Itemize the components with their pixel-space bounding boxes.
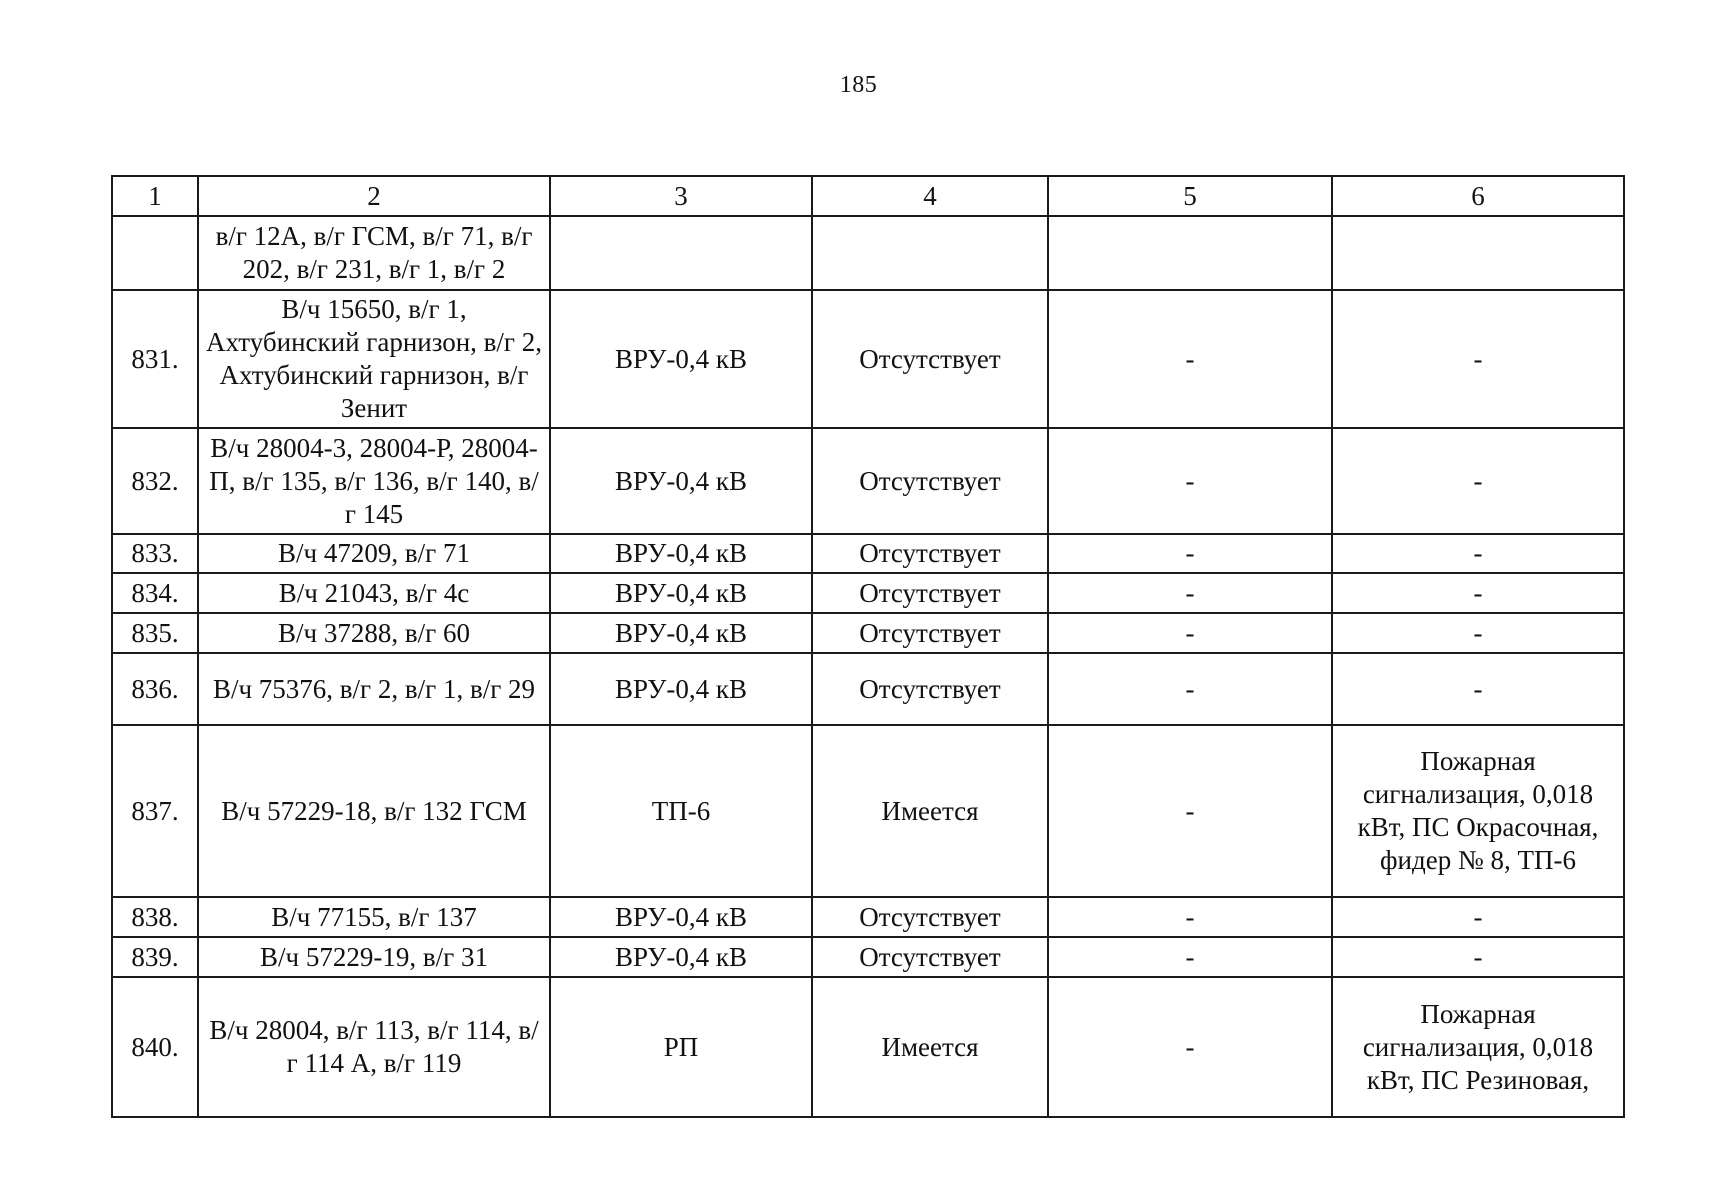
table-row xyxy=(112,725,1624,897)
table-row xyxy=(112,653,1624,725)
col5-cell: - xyxy=(1048,653,1332,725)
equipment-cell: ВРУ-0,4 кВ xyxy=(550,937,812,977)
col5-cell: - xyxy=(1048,897,1332,937)
equipment-cell xyxy=(550,216,812,290)
availability-cell: Отсутствует xyxy=(812,534,1048,573)
availability-cell: Отсутствует xyxy=(812,573,1048,613)
object-cell: В/ч 47209, в/г 71 xyxy=(198,534,550,573)
availability-cell: Отсутствует xyxy=(812,290,1048,428)
object-cell: В/ч 28004, в/г 113, в/г 114, в/г 114 А, в/г 119 xyxy=(198,977,550,1117)
equipment-cell: ВРУ-0,4 кВ xyxy=(550,613,812,653)
object-cell: В/ч 57229-18, в/г 132 ГСМ xyxy=(198,725,550,897)
column-header: 6 xyxy=(1332,176,1624,216)
object-cell: В/ч 37288, в/г 60 xyxy=(198,613,550,653)
table-row xyxy=(112,897,1624,937)
availability-cell: Отсутствует xyxy=(812,937,1048,977)
col6-cell: - xyxy=(1332,290,1624,428)
equipment-cell: ВРУ-0,4 кВ xyxy=(550,428,812,534)
table-row xyxy=(112,977,1624,1117)
col6-cell: - xyxy=(1332,534,1624,573)
col5-cell: - xyxy=(1048,725,1332,897)
column-header: 2 xyxy=(198,176,550,216)
col5-cell: - xyxy=(1048,573,1332,613)
col5-cell: - xyxy=(1048,977,1332,1117)
table-row xyxy=(112,937,1624,977)
row-number-cell: 835. xyxy=(112,613,198,653)
data-table xyxy=(111,175,1625,1118)
row-number-cell: 833. xyxy=(112,534,198,573)
col5-cell xyxy=(1048,216,1332,290)
equipment-cell: ВРУ-0,4 кВ xyxy=(550,573,812,613)
column-header: 3 xyxy=(550,176,812,216)
object-cell: В/ч 28004-3, 28004-Р, 28004-П, в/г 135, в/г 136, в/г 140, в/г 145 xyxy=(198,428,550,534)
equipment-cell: ВРУ-0,4 кВ xyxy=(550,290,812,428)
table-row xyxy=(112,573,1624,613)
row-number-cell: 836. xyxy=(112,653,198,725)
table-row xyxy=(112,534,1624,573)
col5-cell: - xyxy=(1048,534,1332,573)
row-number-cell: 832. xyxy=(112,428,198,534)
equipment-cell: ВРУ-0,4 кВ xyxy=(550,653,812,725)
object-cell: в/г 12А, в/г ГСМ, в/г 71, в/г 202, в/г 231, в/г 1, в/г 2 xyxy=(198,216,550,290)
equipment-cell: ВРУ-0,4 кВ xyxy=(550,897,812,937)
row-number-cell: 837. xyxy=(112,725,198,897)
table-header-row xyxy=(112,176,1624,216)
col6-cell: - xyxy=(1332,897,1624,937)
col5-cell: - xyxy=(1048,937,1332,977)
row-number-cell: 840. xyxy=(112,977,198,1117)
equipment-cell: ТП-6 xyxy=(550,725,812,897)
table-row xyxy=(112,290,1624,428)
col5-cell: - xyxy=(1048,428,1332,534)
column-header: 1 xyxy=(112,176,198,216)
availability-cell xyxy=(812,216,1048,290)
table-row xyxy=(112,428,1624,534)
object-cell: В/ч 75376, в/г 2, в/г 1, в/г 29 xyxy=(198,653,550,725)
page-number: 185 xyxy=(839,72,878,98)
col6-cell: - xyxy=(1332,653,1624,725)
object-cell: В/ч 57229-19, в/г 31 xyxy=(198,937,550,977)
row-number-cell: 839. xyxy=(112,937,198,977)
equipment-cell: ВРУ-0,4 кВ xyxy=(550,534,812,573)
availability-cell: Имеется xyxy=(812,977,1048,1117)
row-number-cell: 838. xyxy=(112,897,198,937)
object-cell: В/ч 21043, в/г 4с xyxy=(198,573,550,613)
availability-cell: Отсутствует xyxy=(812,897,1048,937)
col5-cell: - xyxy=(1048,290,1332,428)
object-cell: В/ч 77155, в/г 137 xyxy=(198,897,550,937)
col6-cell: - xyxy=(1332,613,1624,653)
availability-cell: Имеется xyxy=(812,725,1048,897)
column-header: 5 xyxy=(1048,176,1332,216)
col6-cell xyxy=(1332,216,1624,290)
object-cell: В/ч 15650, в/г 1, Ахтубинский гарнизон, в/г 2, Ахтубинский гарнизон, в/г Зенит xyxy=(198,290,550,428)
row-number-cell xyxy=(112,216,198,290)
col6-cell: - xyxy=(1332,573,1624,613)
col6-cell: - xyxy=(1332,428,1624,534)
row-number-cell: 834. xyxy=(112,573,198,613)
column-header: 4 xyxy=(812,176,1048,216)
equipment-cell: РП xyxy=(550,977,812,1117)
col6-cell: Пожарная сигнализация, 0,018 кВт, ПС Окрасочная, фидер № 8, ТП-6 xyxy=(1332,725,1624,897)
availability-cell: Отсутствует xyxy=(812,613,1048,653)
table-row xyxy=(112,216,1624,290)
col5-cell: - xyxy=(1048,613,1332,653)
col6-cell: - xyxy=(1332,937,1624,977)
availability-cell: Отсутствует xyxy=(812,653,1048,725)
col6-cell: Пожарная сигнализация, 0,018 кВт, ПС Резиновая, xyxy=(1332,977,1624,1117)
table-row xyxy=(112,613,1624,653)
availability-cell: Отсутствует xyxy=(812,428,1048,534)
row-number-cell: 831. xyxy=(112,290,198,428)
